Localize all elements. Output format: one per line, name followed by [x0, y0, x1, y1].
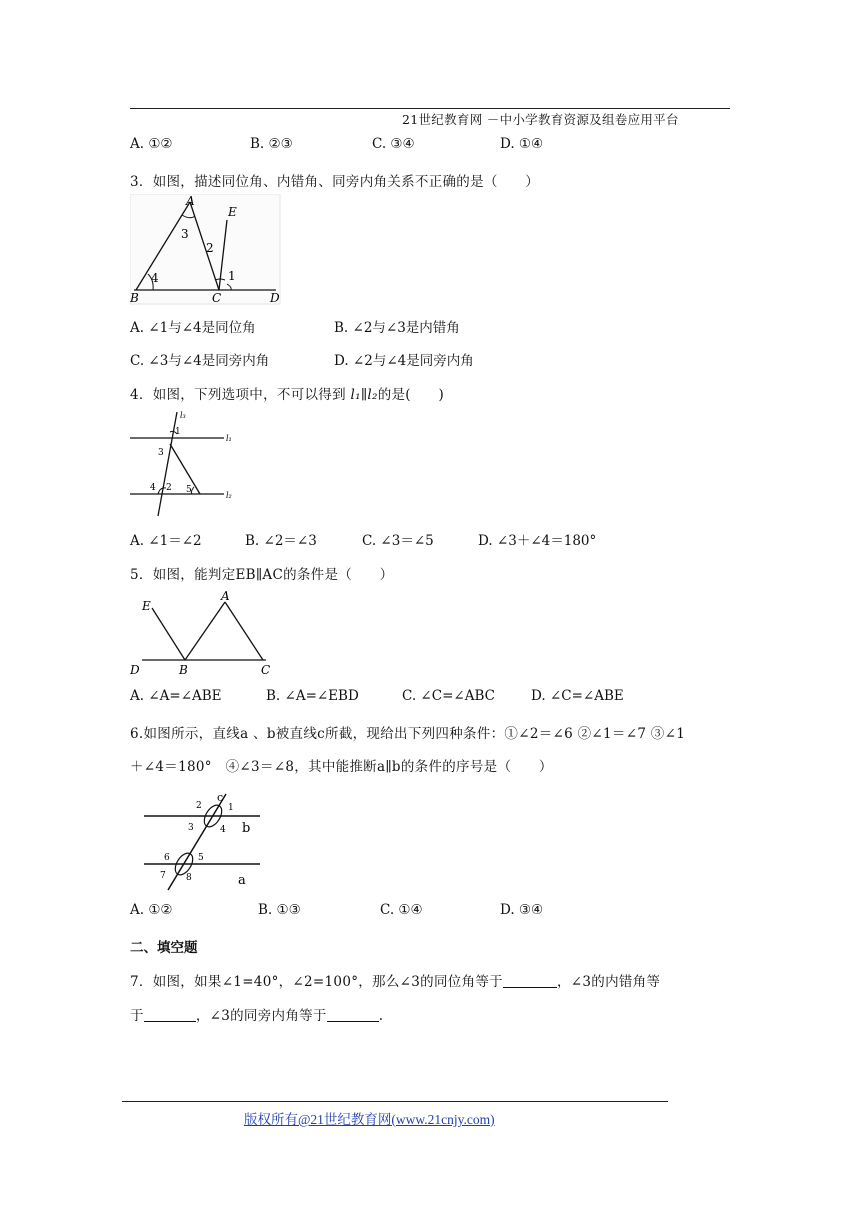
q5-stem: 5．如图，能判定EB∥AC的条件是（ ）	[130, 567, 394, 583]
q6-option-b: B. ①③	[258, 902, 301, 918]
q2-option-c: C. ③④	[372, 136, 415, 152]
q3-label-4: 4	[151, 271, 159, 285]
q4-label-l3: l₃	[180, 411, 186, 420]
q6-label-3: 3	[188, 823, 194, 833]
q5-segment-ac	[225, 602, 263, 660]
q6-label-c: c	[217, 791, 224, 804]
q2-option-b: B. ②③	[250, 136, 293, 152]
q3-label-e: E	[228, 205, 237, 219]
q3-label-d: D	[270, 291, 280, 305]
q5-figure	[130, 588, 272, 676]
q5-label-a: A	[221, 589, 230, 603]
q4-label-l1: l₁	[226, 434, 232, 443]
q6-label-a: a	[238, 873, 246, 888]
q3-figure	[130, 194, 282, 306]
q4-stem-pre: 4．如图，下列选项中，不可以得到	[130, 387, 351, 403]
header-text: 21世纪教育网 －中小学教育资源及组卷应用平台	[402, 112, 679, 127]
q6-figure	[140, 790, 264, 894]
q7-line1-a: 7．如图，如果∠1=40°，∠2=100°，那么∠3的同位角等于	[130, 974, 503, 990]
q7-blank-1[interactable]	[503, 973, 557, 988]
q4-option-c: C. ∠3＝∠5	[362, 533, 434, 549]
q2-option-a: A. ①②	[130, 136, 173, 152]
q3-stem: 3．如图，描述同位角、内错角、同旁内角关系不正确的是（ ）	[130, 174, 540, 190]
q3-label-b: B	[130, 291, 139, 305]
q4-figure	[130, 410, 236, 518]
q4-stem	[130, 383, 444, 403]
section-2-title: 二、填空题	[130, 940, 198, 956]
q3-option-d: D. ∠2与∠4是同旁内角	[334, 353, 474, 369]
q7-line1-b: ，∠3的内错角等	[556, 974, 661, 990]
q6-option-c: C. ①④	[380, 902, 423, 918]
q4-label-1: 1	[175, 427, 181, 437]
q4-label-5: 5	[186, 485, 192, 495]
q3-option-b: B. ∠2与∠3是内错角	[334, 320, 460, 336]
q5-option-a: A. ∠A=∠ABE	[130, 688, 222, 704]
q5-segment-eb	[152, 608, 185, 660]
q6-label-6: 6	[164, 853, 170, 863]
q4-label-l2: l₂	[226, 491, 232, 500]
q4-label-3: 3	[158, 448, 164, 458]
q5-option-b: B. ∠A=∠EBD	[266, 688, 359, 704]
q4-option-b: B. ∠2＝∠3	[245, 533, 317, 549]
q6-label-7: 7	[160, 871, 166, 881]
q2-option-d: D. ①④	[500, 136, 544, 152]
q4-option-d: D. ∠3＋∠4＝180°	[478, 533, 597, 549]
q5-label-d: D	[130, 663, 140, 676]
q3-label-2: 2	[206, 241, 214, 255]
q6-label-b: b	[242, 821, 251, 836]
header-rule	[130, 108, 730, 109]
footer-copyright-link[interactable]: 版权所有@21世纪教育网(www.21cnjy.com)	[244, 1112, 495, 1127]
q4-option-a: A. ∠1＝∠2	[130, 533, 202, 549]
q7-line1	[130, 970, 660, 990]
q4-label-4: 4	[150, 483, 156, 493]
q4-stem-post: 的是( )	[377, 387, 445, 403]
q3-label-1: 1	[228, 269, 236, 283]
q5-segment-ba	[185, 602, 225, 660]
q3-option-a: A. ∠1与∠4是同位角	[130, 320, 256, 336]
q6-label-5: 5	[198, 853, 204, 863]
q6-label-8: 8	[186, 873, 192, 883]
q7-blank-2[interactable]	[144, 1007, 196, 1022]
q7-line2-b: ，∠3的同旁内角等于	[195, 1008, 327, 1024]
q6-label-2: 2	[196, 801, 202, 811]
q4-transversal	[170, 444, 200, 494]
q6-label-1: 1	[228, 803, 234, 813]
q5-label-c: C	[261, 663, 271, 676]
q4-label-2: 2	[166, 483, 172, 493]
q6-option-d: D. ③④	[500, 902, 544, 918]
q3-label-3: 3	[181, 227, 189, 241]
q7-line2-a: 于	[130, 1008, 144, 1024]
footer-rule	[122, 1101, 668, 1102]
q7-line2-c: .	[378, 1008, 384, 1024]
q3-option-c: C. ∠3与∠4是同旁内角	[130, 353, 270, 369]
q6-option-a: A. ①②	[130, 902, 173, 918]
q5-label-b: B	[179, 663, 188, 676]
q3-label-a: A	[186, 194, 195, 208]
q6-stem-line1: 6.如图所示，直线a 、b被直线c所截，现给出下列四种条件：①∠2＝∠6 ②∠1＝∠7 ③∠1	[130, 726, 686, 742]
q5-label-e: E	[142, 599, 151, 613]
q5-option-c: C. ∠C=∠ABC	[402, 688, 495, 704]
q7-blank-3[interactable]	[327, 1007, 379, 1022]
q4-stem-math: l₁∥l₂	[350, 387, 378, 403]
q3-label-c: C	[212, 291, 222, 305]
q5-option-d: D. ∠C=∠ABE	[531, 688, 624, 704]
q6-stem-line2: ＋∠4＝180° ④∠3＝∠8，其中能推断a∥b的条件的序号是（ ）	[130, 759, 553, 775]
q6-label-4: 4	[220, 825, 226, 835]
q7-line2	[130, 1004, 383, 1024]
